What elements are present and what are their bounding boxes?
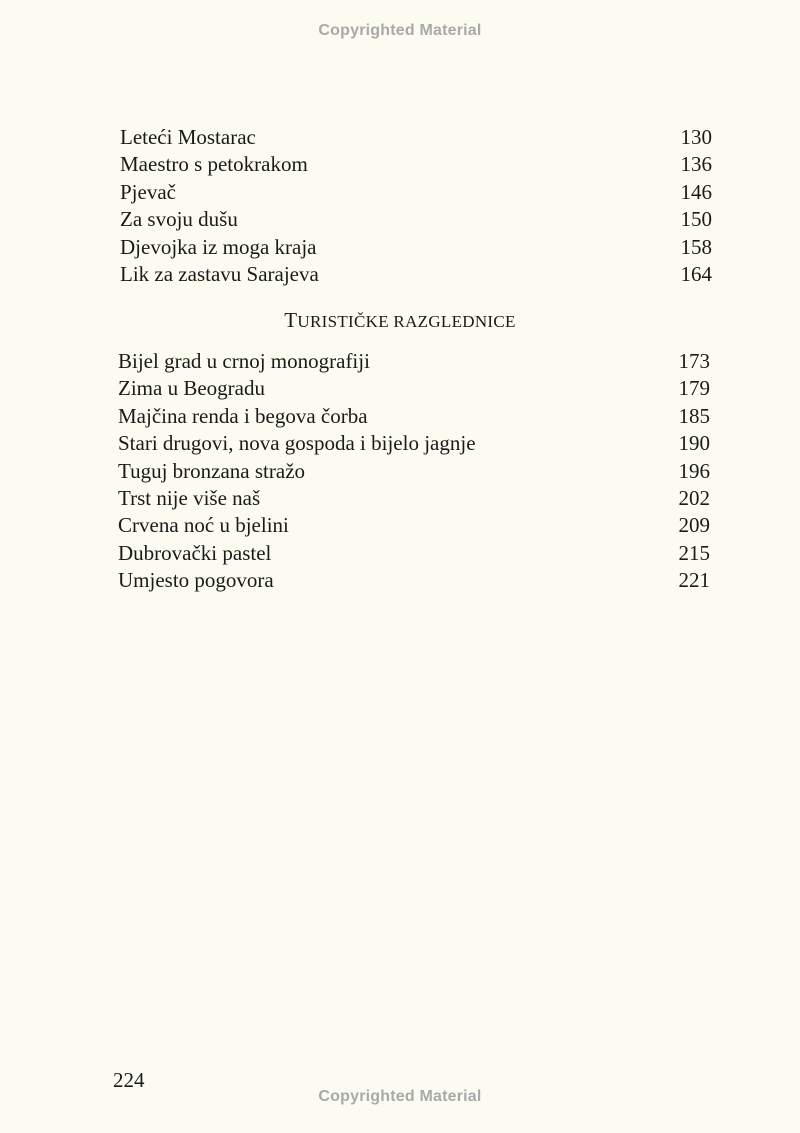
toc-list-part-2	[118, 348, 710, 595]
toc-entry-page: 146	[680, 179, 712, 204]
section-heading-rest: URISTIČKE RAZGLEDNICE	[297, 312, 516, 331]
toc-entry	[118, 567, 710, 594]
toc-entry-page: 158	[680, 234, 712, 259]
toc-entry-title: Leteći Mostarac	[120, 125, 256, 149]
toc-entry-page: 202	[678, 485, 710, 510]
toc-entry-title: Djevojka iz moga kraja	[120, 234, 317, 259]
toc-entry-page: 185	[678, 403, 710, 428]
toc-entry	[120, 151, 712, 178]
toc-list-part-1	[120, 124, 712, 288]
toc-entry-title: Umjesto pogovora	[118, 568, 274, 593]
toc-entry-page: 150	[680, 207, 712, 232]
toc-entry-page: 173	[678, 349, 710, 373]
toc-entry	[118, 485, 710, 512]
toc-entry-title: Tuguj bronzana stražo	[118, 458, 306, 483]
section-heading-initial: T	[284, 308, 298, 332]
toc-entry-page: 190	[678, 431, 710, 456]
toc-entry	[120, 179, 712, 206]
copyright-watermark-bottom: Copyrighted Material	[318, 1088, 482, 1105]
toc-entry-page: 209	[678, 513, 710, 538]
toc-entry-title: Lik za zastavu Sarajeva	[120, 261, 319, 286]
toc-entry-title: Pjevač	[120, 179, 176, 204]
toc-entry-page: 179	[678, 376, 710, 401]
toc-entry-title: Zima u Beogradu	[118, 376, 265, 401]
page-number: 224	[113, 1068, 145, 1092]
toc-entry-title: Trst nije više naš	[118, 485, 261, 510]
toc-entry	[118, 512, 710, 539]
toc-entry-title: Stari drugovi, nova gospoda i bijelo jagnje	[118, 431, 476, 456]
toc-entry	[118, 458, 710, 485]
toc-entry	[120, 206, 712, 233]
toc-entry-page: 221	[678, 568, 710, 593]
toc-entry	[118, 403, 710, 430]
toc-entry-page: 136	[680, 152, 712, 177]
toc-entry-title: Majčina renda i begova čorba	[118, 403, 368, 428]
toc-entry	[120, 261, 712, 288]
copyright-watermark-top: Copyrighted Material	[318, 22, 482, 39]
toc-entry-page: 215	[678, 540, 710, 565]
section-heading	[0, 306, 800, 336]
toc-entry	[120, 124, 712, 151]
toc-entry-title: Maestro s petokrakom	[120, 152, 308, 177]
toc-entry	[118, 375, 710, 402]
toc-entry	[118, 348, 710, 375]
toc-entry-page: 196	[678, 458, 710, 483]
toc-entry-title: Bijel grad u crnoj monografiji	[118, 349, 370, 373]
toc-entry-title: Za svoju dušu	[120, 207, 238, 232]
toc-entry-title: Dubrovački pastel	[118, 540, 272, 565]
toc-entry	[118, 430, 710, 457]
toc-entry	[118, 540, 710, 567]
toc-entry-page: 130	[680, 125, 712, 149]
toc-entry-page: 164	[680, 261, 712, 286]
toc-entry-title: Crvena noć u bjelini	[118, 513, 289, 538]
toc-entry	[120, 234, 712, 261]
